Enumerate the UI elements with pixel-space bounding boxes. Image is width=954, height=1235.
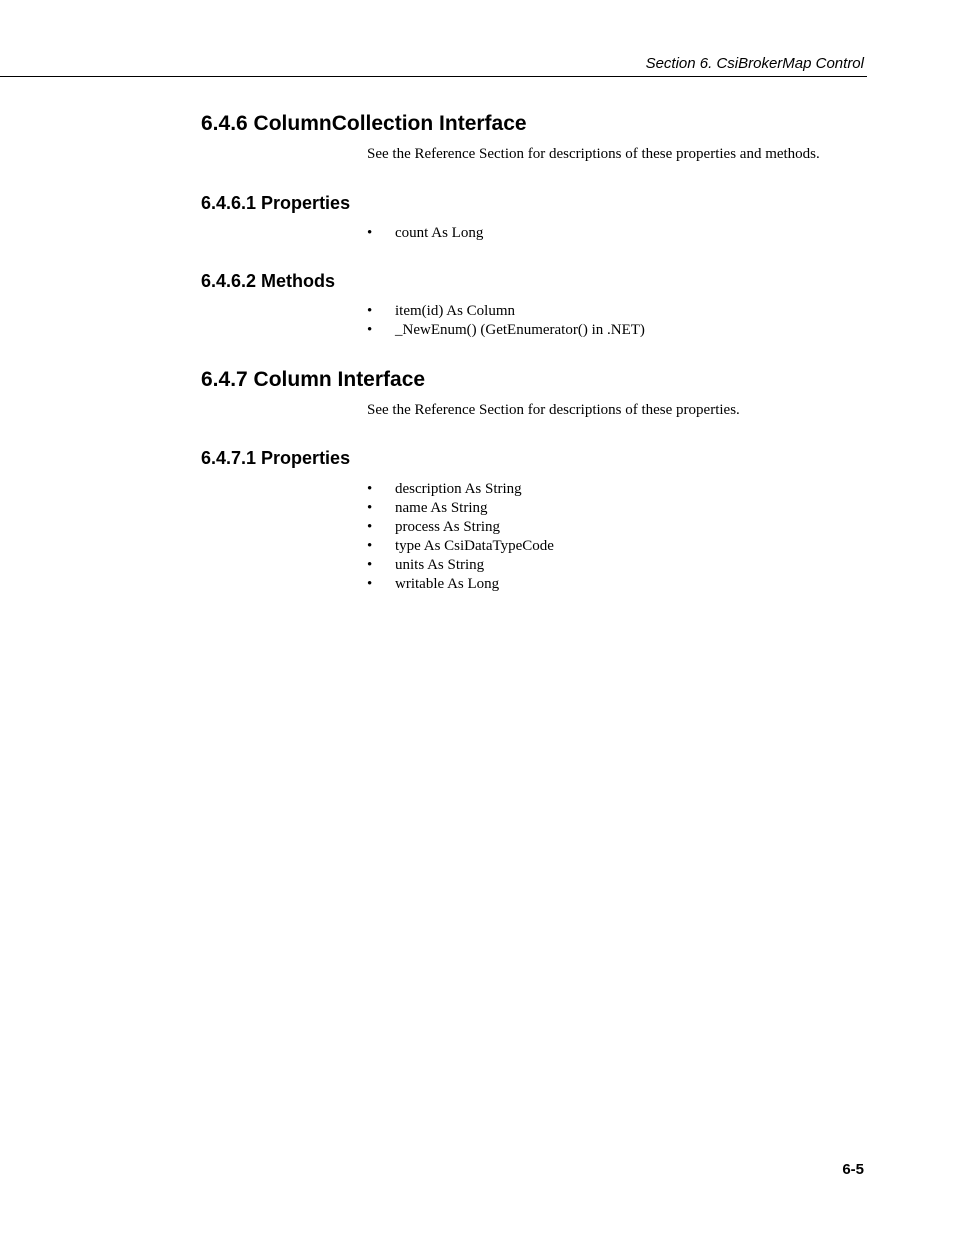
list-item xyxy=(367,575,554,594)
bullet-icon: • xyxy=(367,538,373,554)
list-item xyxy=(367,556,554,575)
header-rule xyxy=(0,76,867,77)
list-item-text: process As String xyxy=(395,519,500,535)
list-item-text: _NewEnum() (GetEnumerator() in .NET) xyxy=(395,322,645,338)
list-item xyxy=(367,499,554,518)
list-item xyxy=(367,302,645,321)
list-item xyxy=(367,518,554,537)
list-item-text: count As Long xyxy=(395,225,484,241)
bullet-icon: • xyxy=(367,303,373,319)
list-item-text: item(id) As Column xyxy=(395,303,515,319)
section-heading-6-4-6: 6.4.6 ColumnCollection Interface xyxy=(201,112,527,135)
list-item xyxy=(367,321,645,340)
subsection-heading-6-4-6-2: 6.4.6.2 Methods xyxy=(201,271,336,291)
section-description-6-4-6: See the Reference Section for descriptions of these properties and methods. xyxy=(367,146,820,162)
properties-list-6-4-6-1 xyxy=(367,224,483,243)
list-item-text: writable As Long xyxy=(395,576,500,592)
list-item xyxy=(367,480,554,499)
methods-list-6-4-6-2 xyxy=(367,302,645,340)
section-heading-6-4-7: 6.4.7 Column Interface xyxy=(201,368,426,391)
section-description-6-4-7: See the Reference Section for descriptions of these properties. xyxy=(367,402,740,418)
list-item-text: description As String xyxy=(395,481,522,497)
bullet-icon: • xyxy=(367,322,373,338)
bullet-icon: • xyxy=(367,500,373,516)
bullet-icon: • xyxy=(367,519,373,535)
running-header: Section 6. CsiBrokerMap Control xyxy=(645,55,864,72)
properties-list-6-4-7-1 xyxy=(367,480,554,594)
list-item-text: units As String xyxy=(395,557,485,573)
page-number: 6-5 xyxy=(842,1161,864,1178)
subsection-heading-6-4-7-1: 6.4.7.1 Properties xyxy=(201,448,351,468)
bullet-icon: • xyxy=(367,225,373,241)
list-item xyxy=(367,537,554,556)
list-item-text: type As CsiDataTypeCode xyxy=(395,538,554,554)
bullet-icon: • xyxy=(367,481,373,497)
list-item-text: name As String xyxy=(395,500,488,516)
bullet-icon: • xyxy=(367,557,373,573)
list-item xyxy=(367,224,483,243)
subsection-heading-6-4-6-1: 6.4.6.1 Properties xyxy=(201,193,351,213)
bullet-icon: • xyxy=(367,576,373,592)
